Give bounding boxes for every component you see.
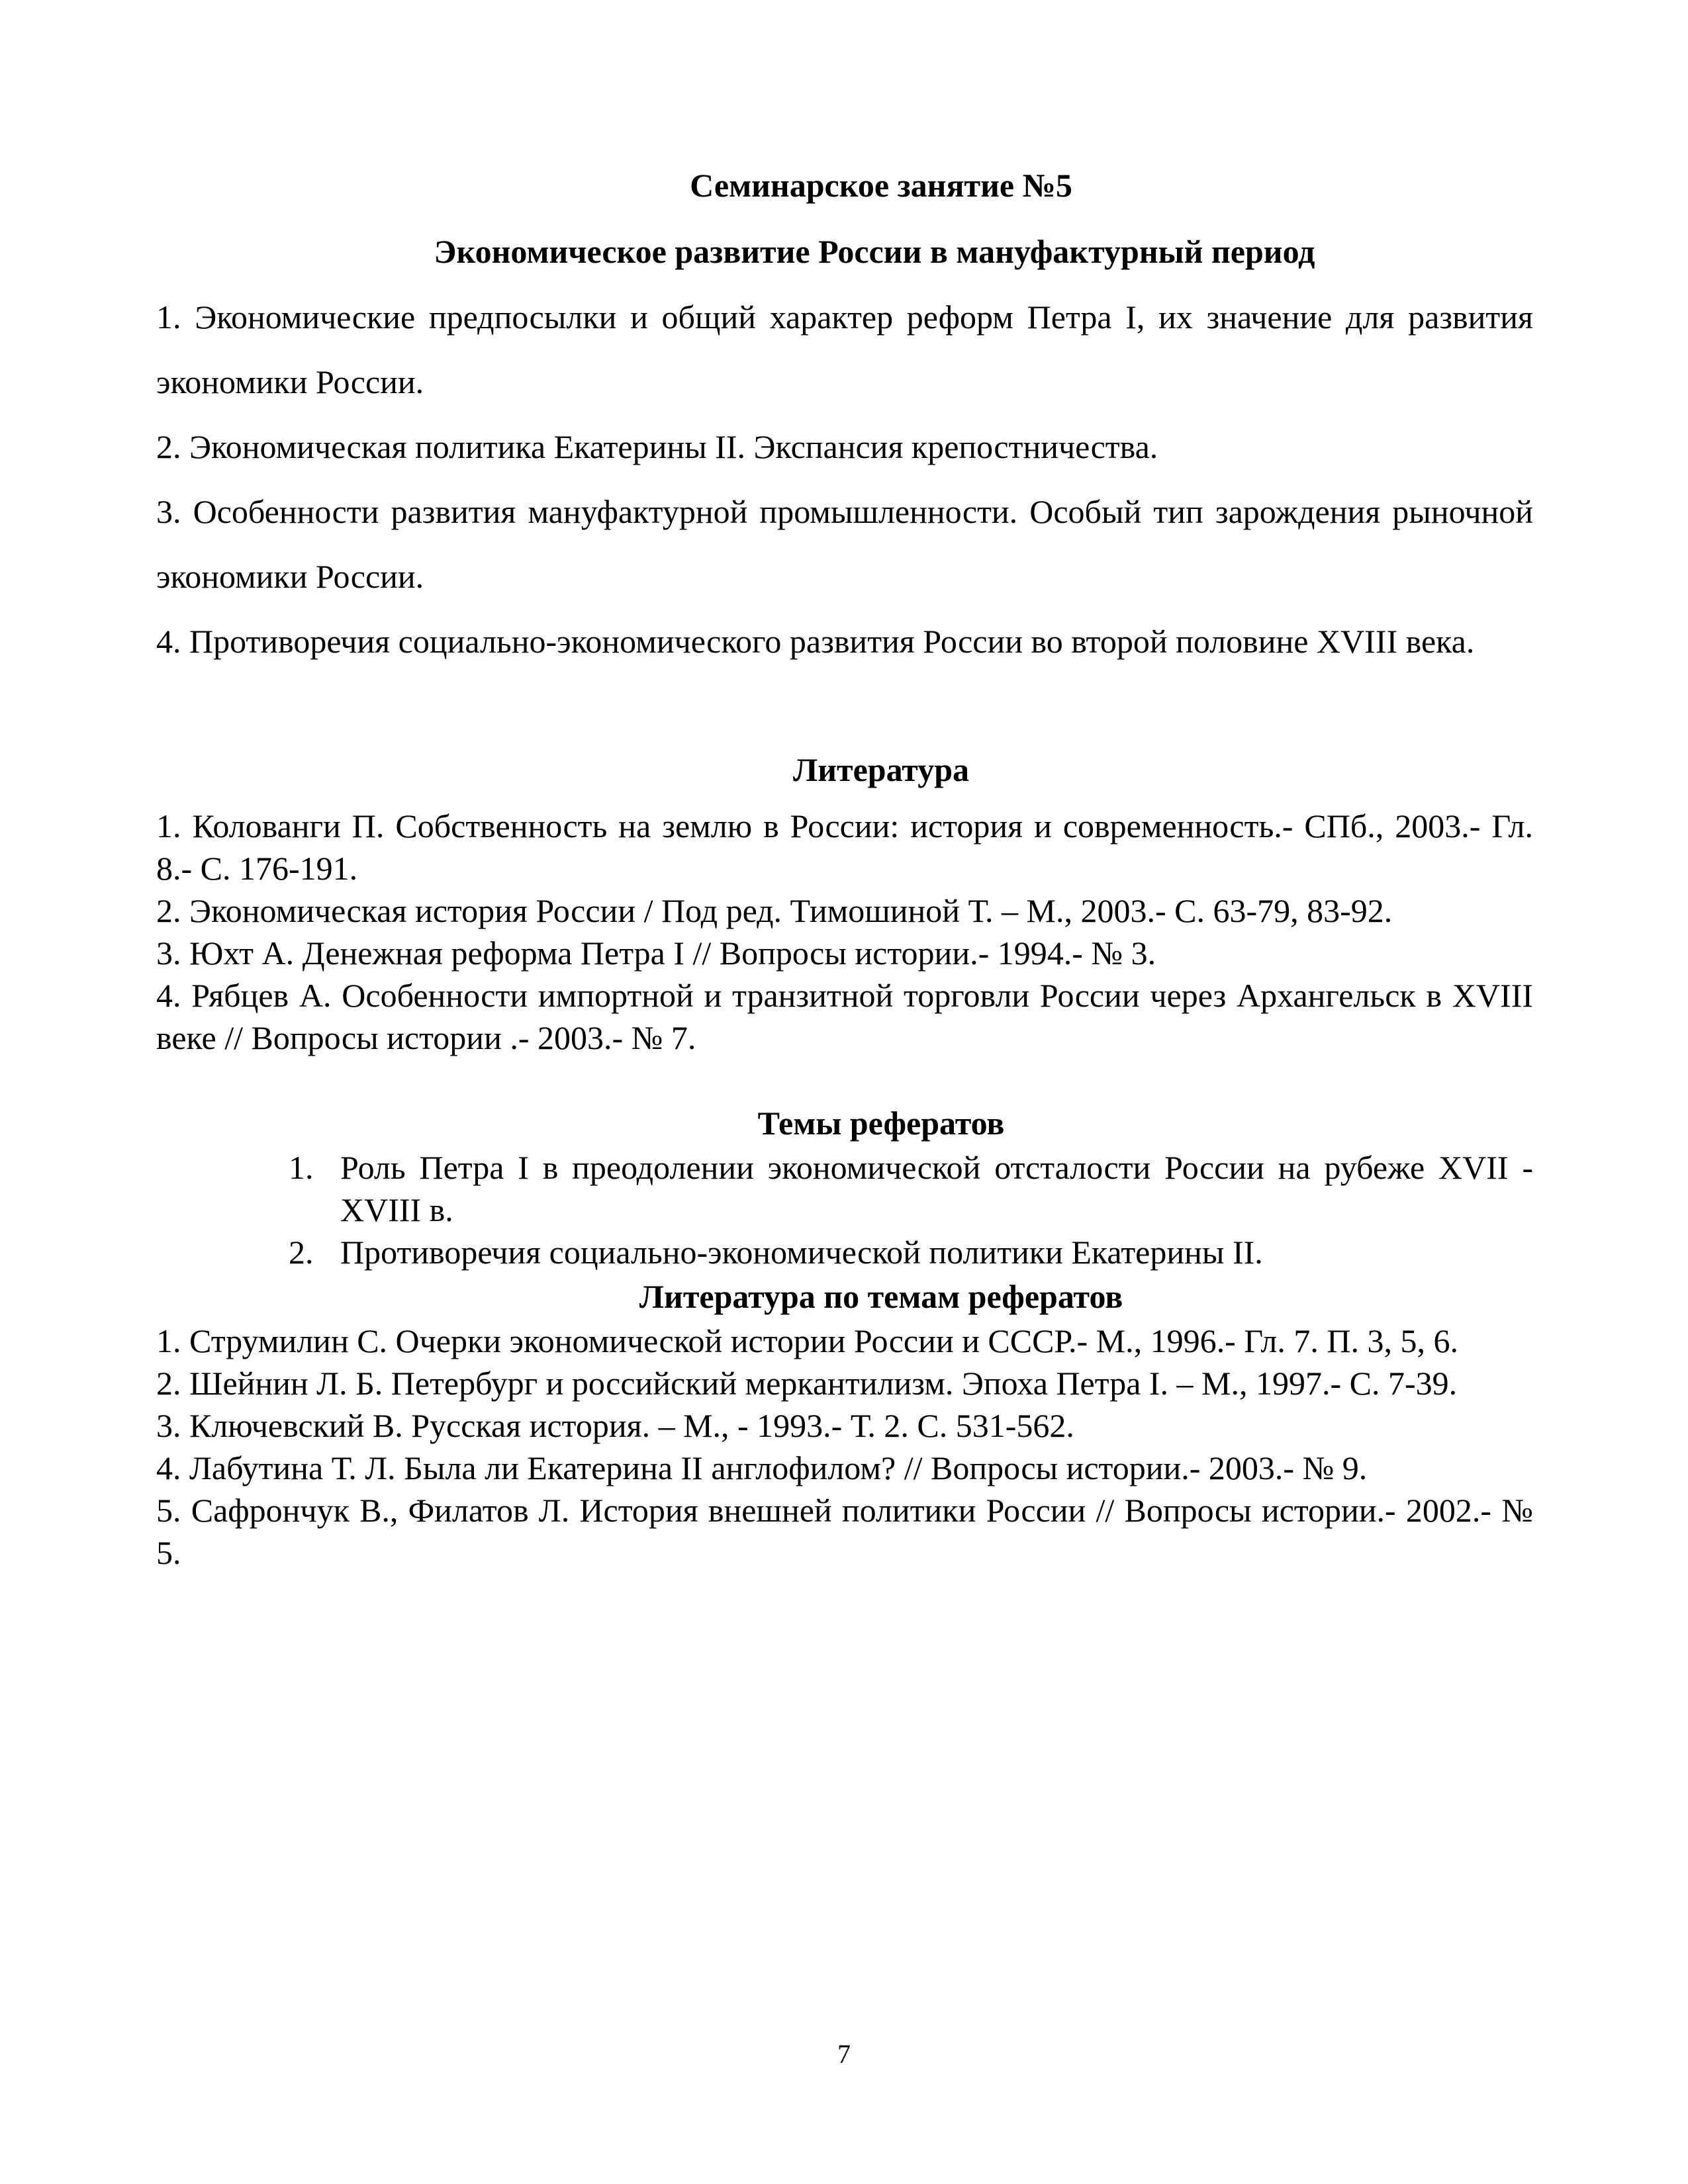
topics-heading: Темы рефератов xyxy=(757,1105,1005,1142)
seminar-subtitle: Экономическое развитие России в мануфактурный период xyxy=(434,233,1315,270)
topic-literature-heading: Литература по темам рефератов xyxy=(639,1278,1123,1315)
topic-item xyxy=(289,1146,1533,1231)
question-item: 4. Противоречия социально-экономического развития России во второй половине XVIII века. xyxy=(156,623,1475,660)
topic-text: Роль Петра I в преодолении экономической отсталости России на рубеже XVII - XVIII в. xyxy=(340,1149,1533,1228)
topic-number: 1. xyxy=(289,1149,314,1186)
question-item: 1. Экономические предпосылки и общий характер реформ Петра I, их значение для развития экономики России. xyxy=(156,298,1533,400)
topic-literature-item: 5. Сафрончук В., Филатов Л. История внешней политики России // Вопросы истории.- 2002.- № 5. xyxy=(156,1492,1533,1571)
section-spacer xyxy=(156,674,1533,747)
literature-item: 3. Юхт А. Денежная реформа Петра I // Вопросы истории.- 1994.- № 3. xyxy=(156,934,1156,972)
topic-literature-item: 2. Шейнин Л. Б. Петербург и российский меркантилизм. Эпоха Петра I. – М., 1997.- С. 7-39. xyxy=(156,1365,1458,1402)
seminar-title: Семинарское занятие №5 xyxy=(690,167,1072,204)
literature-item: 2. Экономическая история России / Под ред. Тимошиной Т. – М., 2003.- С. 63-79, 83-92. xyxy=(156,892,1393,929)
question-item: 3. Особенности развития мануфактурной промышленности. Особый тип зарождения рыночной экономики России. xyxy=(156,493,1533,595)
question-item: 2. Экономическая политика Екатерины II. Экспансия крепостничества. xyxy=(156,428,1158,465)
topics-list xyxy=(156,1146,1533,1273)
literature-item: 1. Колованги П. Собственность на землю в России: история и современность.- СПб., 2003.- Гл. 8.- С. 176-191. xyxy=(156,807,1533,887)
topic-literature-item: 1. Струмилин С. Очерки экономической истории России и СССР.- М., 1996.- Гл. 7. П. 3, 5, 6. xyxy=(156,1322,1458,1359)
topic-literature-list xyxy=(156,1320,1533,1574)
topic-literature-item: 3. Ключевский В. Русская история. – М., - 1993.- Т. 2. С. 531-562. xyxy=(156,1407,1074,1444)
document-page xyxy=(156,152,1533,1574)
literature-heading: Литература xyxy=(792,751,970,788)
question-list xyxy=(156,285,1533,674)
literature-list xyxy=(156,805,1533,1059)
page-number: 7 xyxy=(837,2039,851,2069)
topic-item xyxy=(289,1231,1533,1273)
topic-text: Противоречия социально-экономической политики Екатерины II. xyxy=(340,1234,1263,1271)
literature-item: 4. Рябцев А. Особенности импортной и транзитной торговли России через Архангельск в XVIII веке // Вопросы истории .- 2003.- № 7. xyxy=(156,977,1533,1056)
section-spacer xyxy=(156,1059,1533,1100)
topic-number: 2. xyxy=(289,1234,314,1271)
topic-literature-item: 4. Лабутина Т. Л. Была ли Екатерина II англофилом? // Вопросы истории.- 2003.- № 9. xyxy=(156,1449,1368,1486)
